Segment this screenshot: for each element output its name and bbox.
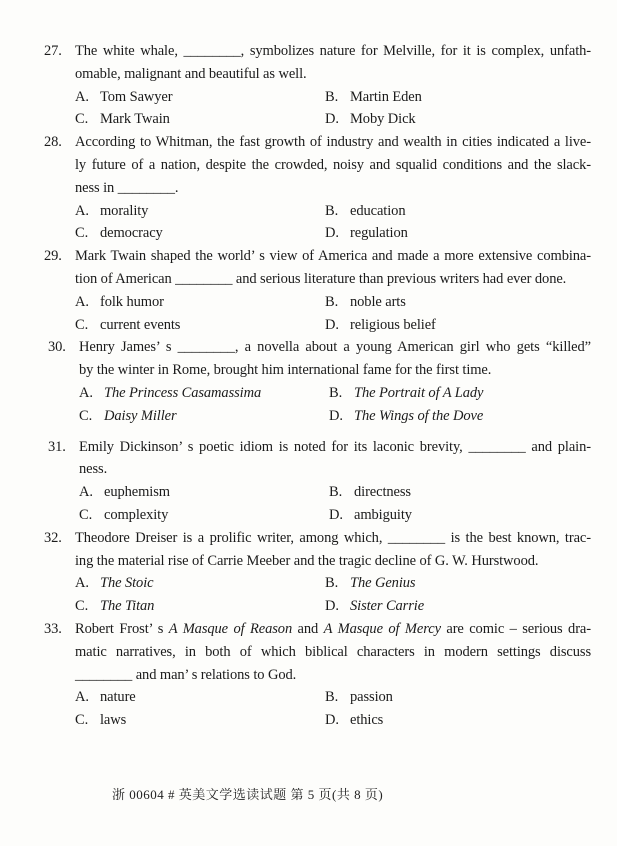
option-d <box>325 709 591 732</box>
option-label: D. <box>325 225 339 242</box>
question-text-line <box>75 177 591 200</box>
option-label: D. <box>329 407 343 424</box>
question-list <box>44 40 591 732</box>
question-text: ________ and man’ s relations to God. <box>75 666 297 683</box>
option-label: C. <box>75 111 89 128</box>
option-text: ambiguity <box>354 506 412 523</box>
option-text: euphemism <box>104 484 170 501</box>
book-title-text: A Masque of Mercy <box>323 620 441 637</box>
question-item <box>48 436 591 527</box>
option-b <box>325 291 591 314</box>
page-footer: 浙 00604 # 英美文学选读试题 第 5 页(共 8 页) <box>112 787 384 802</box>
question-item <box>48 336 591 427</box>
options-grid <box>75 686 591 732</box>
option-c <box>75 709 325 732</box>
option-label: A. <box>75 202 89 219</box>
question-item <box>44 618 591 732</box>
question-body <box>79 436 591 527</box>
question-text: matic narratives, in both of which biblical characters in modern settings discuss <box>75 643 591 660</box>
option-label: D. <box>329 506 343 523</box>
option-label: C. <box>75 316 89 333</box>
question-text: ing the material rise of Carrie Meeber and the tragic decline of G. W. Hurstwood. <box>75 552 539 569</box>
question-item <box>44 527 591 618</box>
question-body <box>79 336 591 427</box>
option-text: education <box>350 202 406 219</box>
question-body <box>75 40 591 131</box>
option-b <box>325 200 591 223</box>
question-body <box>75 245 591 336</box>
question-body <box>75 527 591 618</box>
option-text: regulation <box>350 225 408 242</box>
option-text: The Stoic <box>100 575 154 592</box>
question-number: 32. <box>44 529 62 546</box>
options-grid <box>75 291 591 337</box>
book-title-text: A Masque of Reason <box>168 620 293 637</box>
option-a <box>75 86 325 109</box>
options-grid <box>79 481 591 527</box>
question-text-line <box>79 458 591 481</box>
option-d <box>325 314 591 337</box>
option-text: ethics <box>350 712 384 729</box>
question-number: 28. <box>44 134 62 151</box>
option-text: passion <box>350 689 393 706</box>
option-d <box>329 405 591 428</box>
question-number: 29. <box>44 248 62 265</box>
option-d <box>325 108 591 131</box>
question-text: ly future of a nation, despite the crowded, noisy and squalid conditions and the slack- <box>75 156 591 173</box>
option-text: The Titan <box>100 598 155 615</box>
question-text: The white whale, ________, symbolizes nature for Melville, for it is complex, unfath- <box>75 43 591 59</box>
option-label: C. <box>79 407 93 424</box>
option-b <box>329 481 591 504</box>
option-label: B. <box>325 293 339 310</box>
option-label: A. <box>75 88 89 105</box>
question-text-line <box>75 618 591 641</box>
question-text: omable, malignant and beautiful as well. <box>75 65 307 82</box>
question-text-line <box>79 436 591 459</box>
option-c <box>79 504 329 527</box>
option-a <box>79 481 329 504</box>
question-item <box>44 40 591 131</box>
option-label: A. <box>75 689 89 706</box>
option-a <box>75 686 325 709</box>
option-d <box>325 222 591 245</box>
option-label: D. <box>325 316 339 333</box>
option-label: B. <box>325 575 339 592</box>
options-grid <box>75 86 591 132</box>
option-a <box>75 572 325 595</box>
option-label: A. <box>75 575 89 592</box>
options-grid <box>75 572 591 618</box>
question-item <box>44 245 591 336</box>
option-label: A. <box>79 484 93 501</box>
question-text-line <box>75 245 591 268</box>
option-text: current events <box>100 316 181 333</box>
option-label: B. <box>329 384 343 401</box>
option-text: Martin Eden <box>350 88 422 105</box>
option-label: A. <box>79 384 93 401</box>
option-b <box>325 86 591 109</box>
option-label: B. <box>325 689 339 706</box>
option-label: D. <box>325 598 339 615</box>
option-text: The Princess Casamassima <box>104 384 262 401</box>
question-text-line <box>75 664 591 687</box>
option-label: C. <box>75 598 89 615</box>
option-d <box>329 504 591 527</box>
question-text: and <box>292 620 324 637</box>
option-label: A. <box>75 293 89 310</box>
question-number: 33. <box>44 620 62 637</box>
option-text: The Portrait of A Lady <box>354 384 484 401</box>
question-text: ness. <box>79 461 108 478</box>
option-c <box>79 405 329 428</box>
question-text: Henry James’ s ________, a novella about a young American girl who gets “killed” <box>79 339 591 356</box>
question-number: 30. <box>48 339 66 356</box>
option-text: noble arts <box>350 293 406 310</box>
option-text: Tom Sawyer <box>100 88 173 105</box>
option-label: D. <box>325 712 339 729</box>
question-body <box>75 131 591 245</box>
option-text: complexity <box>104 506 169 523</box>
option-d <box>325 595 591 618</box>
option-c <box>75 222 325 245</box>
option-b <box>329 382 591 405</box>
option-text: democracy <box>100 225 163 242</box>
option-text: Moby Dick <box>350 111 416 128</box>
option-text: The Genius <box>350 575 416 592</box>
option-c <box>75 108 325 131</box>
option-label: B. <box>325 202 339 219</box>
question-number: 31. <box>48 438 66 455</box>
options-grid <box>79 382 591 428</box>
options-grid <box>75 200 591 246</box>
question-text-line <box>75 268 591 291</box>
option-text: folk humor <box>100 293 164 310</box>
question-text-line <box>75 131 591 154</box>
option-a <box>75 291 325 314</box>
option-text: The Wings of the Dove <box>354 407 484 424</box>
option-b <box>325 686 591 709</box>
option-label: B. <box>325 88 339 105</box>
option-label: D. <box>325 111 339 128</box>
question-body <box>75 618 591 732</box>
question-number: 27. <box>44 43 62 59</box>
option-text: nature <box>100 689 136 706</box>
question-text-line <box>75 63 591 86</box>
question-text: Robert Frost’ s <box>75 620 169 637</box>
question-text: Mark Twain shaped the world’ s view of America and made a more extensive combina- <box>75 248 591 265</box>
option-c <box>75 314 325 337</box>
question-text: tion of American ________ and serious literature than previous writers had ever done. <box>75 270 567 287</box>
option-c <box>75 595 325 618</box>
question-text-line <box>79 359 591 382</box>
option-text: Sister Carrie <box>350 598 425 615</box>
option-label: C. <box>75 225 89 242</box>
option-text: Daisy Miller <box>104 407 177 424</box>
question-item <box>44 131 591 245</box>
option-text: directness <box>354 484 411 501</box>
question-text: According to Whitman, the fast growth of industry and wealth in cities indicated a live- <box>75 134 591 151</box>
option-label: B. <box>329 484 343 501</box>
option-text: laws <box>100 712 127 729</box>
question-text: are comic – serious dra- <box>440 620 591 637</box>
question-text: ness in ________. <box>75 179 179 196</box>
option-text: religious belief <box>350 316 436 333</box>
question-text-line <box>75 40 591 63</box>
question-text: Theodore Dreiser is a prolific writer, among which, ________ is the best known, trac- <box>75 529 591 546</box>
question-text-line <box>75 550 591 573</box>
question-text-line <box>79 336 591 359</box>
option-text: morality <box>100 202 149 219</box>
question-text-line <box>75 641 591 664</box>
option-text: Mark Twain <box>100 111 170 128</box>
question-text: by the winter in Rome, brought him international fame for the first time. <box>79 362 492 379</box>
question-text: Emily Dickinson’ s poetic idiom is noted for its laconic brevity, ________ and plain- <box>79 438 591 455</box>
question-text-line <box>75 154 591 177</box>
option-b <box>325 572 591 595</box>
option-label: C. <box>79 506 93 523</box>
option-a <box>79 382 329 405</box>
option-label: C. <box>75 712 89 729</box>
option-a <box>75 200 325 223</box>
question-text-line <box>75 527 591 550</box>
